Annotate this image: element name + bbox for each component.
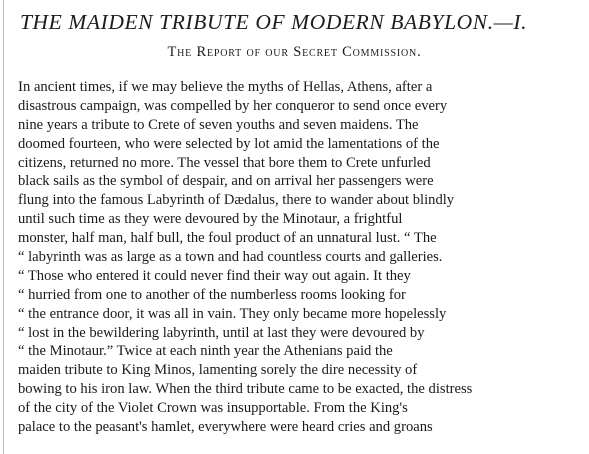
body-line: monster, half man, half bull, the foul product of an unnatural lust. “ The	[18, 230, 437, 247]
body-line: bowing to his iron law. When the third tribute came to be exacted, the distress	[18, 381, 473, 398]
column-rule	[3, 0, 4, 454]
body-line: “ the Minotaur.” Twice at each ninth year the Athenians paid the	[18, 343, 393, 360]
body-line: of the city of the Violet Crown was insupportable. From the King's	[18, 400, 408, 417]
body-line: “ Those who entered it could never find their way out again. It they	[18, 267, 411, 284]
body-line: maiden tribute to King Minos, lamenting sorely the dire necessity of	[18, 362, 418, 379]
article-headline: THE MAIDEN TRIBUTE OF MODERN BABYLON.—I.	[20, 10, 528, 34]
body-line: “ lost in the bewildering labyrinth, until at last they were devoured by	[18, 324, 425, 341]
article-subheading: The Report of our Secret Commission.	[167, 44, 422, 60]
body-line: “ hurried from one to another of the numberless rooms looking for	[18, 286, 406, 303]
body-line: nine years a tribute to Crete of seven youths and seven maidens. The	[18, 116, 419, 133]
body-line: black sails as the symbol of despair, and on arrival her passengers were	[18, 173, 434, 190]
body-line: citizens, returned no more. The vessel that bore them to Crete unfurled	[18, 154, 431, 171]
body-line: doomed fourteen, who were selected by lot amid the lamentations of the	[18, 135, 440, 152]
body-line: until such time as they were devoured by the Minotaur, a frightful	[18, 211, 403, 228]
body-line: In ancient times, if we may believe the myths of Hellas, Athens, after a	[18, 79, 433, 95]
body-line: disastrous campaign, was compelled by her conqueror to send once every	[18, 97, 448, 114]
body-line: flung into the famous Labyrinth of Dædalus, there to wander about blindly	[18, 192, 455, 209]
body-line: “ labyrinth was as large as a town and had countless courts and galleries.	[18, 249, 443, 266]
article-body	[18, 78, 582, 437]
body-line: “ the entrance door, it was all in vain. They only became more hopelessly	[18, 305, 447, 322]
body-line: palace to the peasant's hamlet, everywhere were heard cries and groans	[18, 419, 433, 436]
